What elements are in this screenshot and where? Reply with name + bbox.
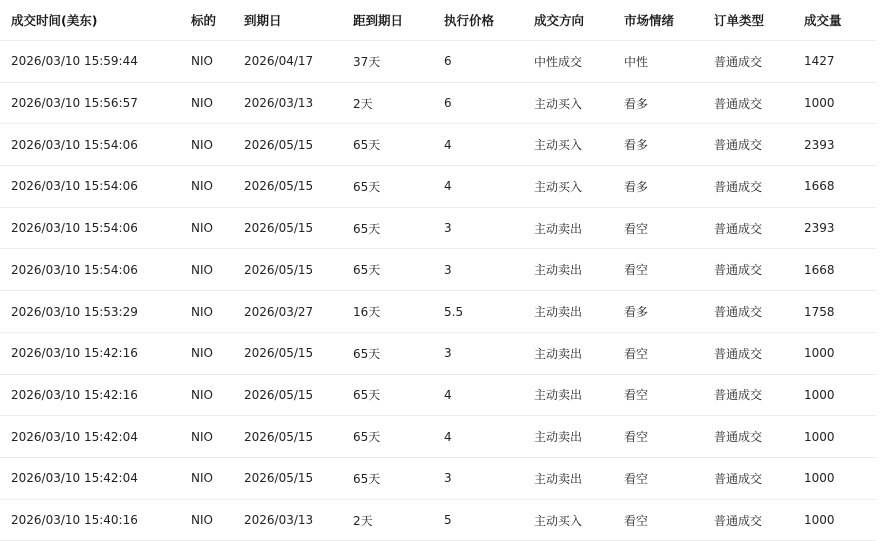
days-to-expiry-cell: 65天 [353, 263, 381, 278]
strike-cell: 5 [444, 513, 452, 528]
strike-cell: 4 [444, 137, 452, 152]
table-row[interactable] [0, 250, 876, 292]
symbol-cell: NIO [191, 54, 213, 69]
strike-cell: 4 [444, 429, 452, 444]
trade-time-cell: 2026/03/10 15:54:06 [11, 262, 138, 277]
expiry-cell: 2026/03/27 [244, 304, 314, 319]
days-to-expiry-cell: 37天 [353, 54, 381, 69]
order-type-cell: 普通成交 [714, 54, 763, 69]
strike-cell: 3 [444, 346, 452, 361]
column-header-strike[interactable]: 执行价格 [444, 13, 495, 28]
trade-time-cell: 2026/03/10 15:42:16 [11, 387, 138, 402]
symbol-cell: NIO [191, 137, 213, 152]
expiry-cell: 2026/05/15 [244, 221, 314, 236]
table-row[interactable] [0, 41, 876, 83]
sentiment-cell: 看空 [624, 346, 649, 361]
column-header-expiry[interactable]: 到期日 [244, 13, 282, 28]
trade-time-cell: 2026/03/10 15:40:16 [11, 513, 138, 528]
order-type-cell: 普通成交 [714, 346, 763, 361]
side-cell: 主动卖出 [534, 430, 583, 445]
days-to-expiry-cell: 65天 [353, 471, 381, 486]
order-type-cell: 普通成交 [714, 263, 763, 278]
side-cell: 主动买入 [534, 179, 583, 194]
sentiment-cell: 看多 [624, 138, 649, 153]
table-row[interactable] [0, 83, 876, 125]
table-row[interactable] [0, 416, 876, 458]
volume-cell: 2393 [804, 221, 835, 236]
sentiment-cell: 看空 [624, 513, 649, 528]
expiry-cell: 2026/05/15 [244, 262, 314, 277]
symbol-cell: NIO [191, 471, 213, 486]
table-row[interactable] [0, 166, 876, 208]
order-type-cell: 普通成交 [714, 471, 763, 486]
volume-cell: 1000 [804, 471, 835, 486]
symbol-cell: NIO [191, 221, 213, 236]
order-type-cell: 普通成交 [714, 430, 763, 445]
days-to-expiry-cell: 2天 [353, 96, 373, 111]
expiry-cell: 2026/05/15 [244, 429, 314, 444]
trade-time-cell: 2026/03/10 15:59:44 [11, 54, 138, 69]
days-to-expiry-cell: 65天 [353, 388, 381, 403]
table-row[interactable] [0, 458, 876, 500]
days-to-expiry-cell: 65天 [353, 430, 381, 445]
sentiment-cell: 看空 [624, 263, 649, 278]
side-cell: 主动买入 [534, 138, 583, 153]
order-type-cell: 普通成交 [714, 305, 763, 320]
strike-cell: 6 [444, 96, 452, 111]
volume-cell: 1000 [804, 429, 835, 444]
column-header-symbol[interactable]: 标的 [191, 13, 217, 28]
table-row[interactable] [0, 124, 876, 166]
sentiment-cell: 看空 [624, 221, 649, 236]
strike-cell: 3 [444, 262, 452, 277]
expiry-cell: 2026/03/13 [244, 513, 314, 528]
expiry-cell: 2026/05/15 [244, 179, 314, 194]
side-cell: 主动买入 [534, 96, 583, 111]
expiry-cell: 2026/03/13 [244, 96, 314, 111]
symbol-cell: NIO [191, 304, 213, 319]
volume-cell: 2393 [804, 137, 835, 152]
volume-cell: 1427 [804, 54, 835, 69]
volume-cell: 1000 [804, 346, 835, 361]
sentiment-cell: 看多 [624, 179, 649, 194]
side-cell: 主动卖出 [534, 471, 583, 486]
days-to-expiry-cell: 65天 [353, 346, 381, 361]
table-row[interactable] [0, 375, 876, 417]
expiry-cell: 2026/05/15 [244, 387, 314, 402]
column-header-side[interactable]: 成交方向 [534, 13, 585, 28]
table-row[interactable] [0, 208, 876, 250]
strike-cell: 3 [444, 471, 452, 486]
strike-cell: 3 [444, 221, 452, 236]
column-header-trade-time[interactable]: 成交时间(美东) [11, 13, 98, 28]
side-cell: 中性成交 [534, 54, 583, 69]
order-type-cell: 普通成交 [714, 179, 763, 194]
expiry-cell: 2026/04/17 [244, 54, 314, 69]
days-to-expiry-cell: 2天 [353, 513, 373, 528]
symbol-cell: NIO [191, 346, 213, 361]
trade-time-cell: 2026/03/10 15:42:16 [11, 346, 138, 361]
symbol-cell: NIO [191, 262, 213, 277]
expiry-cell: 2026/05/15 [244, 471, 314, 486]
table-row[interactable] [0, 291, 876, 333]
column-header-sentiment[interactable]: 市场情绪 [624, 13, 675, 28]
strike-cell: 4 [444, 179, 452, 194]
strike-cell: 6 [444, 54, 452, 69]
column-header-days-to-expiry[interactable]: 距到期日 [353, 13, 404, 28]
volume-cell: 1000 [804, 387, 835, 402]
days-to-expiry-cell: 65天 [353, 221, 381, 236]
side-cell: 主动买入 [534, 513, 583, 528]
table-row[interactable] [0, 500, 876, 541]
days-to-expiry-cell: 65天 [353, 179, 381, 194]
symbol-cell: NIO [191, 179, 213, 194]
volume-cell: 1000 [804, 96, 835, 111]
volume-cell: 1000 [804, 513, 835, 528]
trade-time-cell: 2026/03/10 15:54:06 [11, 221, 138, 236]
volume-cell: 1758 [804, 304, 835, 319]
column-header-order-type[interactable]: 订单类型 [714, 13, 765, 28]
sentiment-cell: 看空 [624, 430, 649, 445]
symbol-cell: NIO [191, 96, 213, 111]
sentiment-cell: 中性 [624, 54, 649, 69]
sentiment-cell: 看多 [624, 305, 649, 320]
volume-cell: 1668 [804, 262, 835, 277]
trade-time-cell: 2026/03/10 15:42:04 [11, 471, 138, 486]
trade-time-cell: 2026/03/10 15:42:04 [11, 429, 138, 444]
side-cell: 主动卖出 [534, 388, 583, 403]
sentiment-cell: 看空 [624, 388, 649, 403]
expiry-cell: 2026/05/15 [244, 137, 314, 152]
order-type-cell: 普通成交 [714, 138, 763, 153]
symbol-cell: NIO [191, 429, 213, 444]
symbol-cell: NIO [191, 387, 213, 402]
table-header [0, 0, 876, 41]
order-type-cell: 普通成交 [714, 221, 763, 236]
sentiment-cell: 看多 [624, 96, 649, 111]
trade-time-cell: 2026/03/10 15:54:06 [11, 137, 138, 152]
strike-cell: 5.5 [444, 304, 464, 319]
side-cell: 主动卖出 [534, 305, 583, 320]
trade-time-cell: 2026/03/10 15:53:29 [11, 304, 138, 319]
sentiment-cell: 看空 [624, 471, 649, 486]
trade-time-cell: 2026/03/10 15:54:06 [11, 179, 138, 194]
days-to-expiry-cell: 65天 [353, 138, 381, 153]
symbol-cell: NIO [191, 513, 213, 528]
column-header-volume[interactable]: 成交量 [804, 13, 842, 28]
order-type-cell: 普通成交 [714, 96, 763, 111]
volume-cell: 1668 [804, 179, 835, 194]
side-cell: 主动卖出 [534, 263, 583, 278]
side-cell: 主动卖出 [534, 221, 583, 236]
order-type-cell: 普通成交 [714, 388, 763, 403]
side-cell: 主动卖出 [534, 346, 583, 361]
table-row[interactable] [0, 333, 876, 375]
days-to-expiry-cell: 16天 [353, 305, 381, 320]
expiry-cell: 2026/05/15 [244, 346, 314, 361]
strike-cell: 4 [444, 387, 452, 402]
trade-time-cell: 2026/03/10 15:56:57 [11, 96, 138, 111]
order-type-cell: 普通成交 [714, 513, 763, 528]
